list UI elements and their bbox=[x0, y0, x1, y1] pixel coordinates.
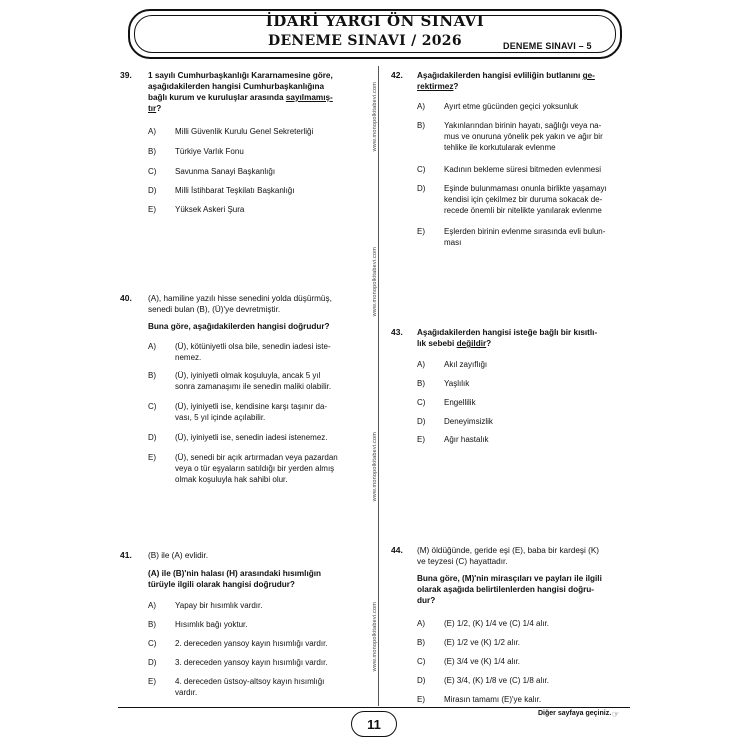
option-line: sonra zamanaşımı ile senedin maliki olabilir. bbox=[175, 382, 332, 391]
watermark: www.monopolkitabevi.com bbox=[372, 432, 378, 502]
option-text: Hısımlık bağı yoktur. bbox=[175, 620, 248, 629]
intro-line: senedi bulan (B), (Ü)'ye devretmiştir. bbox=[148, 305, 281, 314]
option-text: Milli İstihbarat Teşkilatı Başkanlığı bbox=[175, 186, 295, 195]
stem-emphasis: rektirmez bbox=[417, 82, 454, 91]
option-text: Engellilik bbox=[444, 398, 476, 407]
option-line: (Ü), iyiniyetli olmak koşuluyla, ancak 5 yıl bbox=[175, 371, 321, 380]
stem-emphasis: değildir bbox=[456, 339, 487, 348]
question-number: 43. bbox=[391, 327, 403, 337]
option-line: vası, 5 yıl içinde açılabilir. bbox=[175, 413, 266, 422]
question-number: 40. bbox=[120, 293, 132, 303]
stem-emphasis: ge- bbox=[582, 71, 595, 80]
option-text bbox=[175, 341, 331, 363]
option-text: 3. dereceden yansoy kayın hısımlığı vardır. bbox=[175, 658, 328, 667]
question-number: 42. bbox=[391, 70, 403, 80]
option-text: Milli Güvenlik Kurulu Genel Sekreterliği bbox=[175, 127, 314, 136]
option-label: A) bbox=[148, 127, 156, 136]
option-label: C) bbox=[417, 657, 426, 666]
option-label: D) bbox=[417, 676, 426, 685]
stem-line: Buna göre, (M)'nin mirasçıları ve payları ile ilgili bbox=[417, 574, 602, 583]
option-line: veya o tür eşyaların satıldığı bir yerden almış bbox=[175, 464, 335, 473]
question-intro: (B) ile (A) evlidir. bbox=[148, 551, 209, 560]
stem-line: 1 sayılı Cumhurbaşkanlığı Kararnamesine göre, bbox=[148, 71, 333, 80]
option-text: Mirasın tamamı (E)'ye kalır. bbox=[444, 695, 542, 704]
option-text: Ayırt etme gücünden geçici yoksunluk bbox=[444, 102, 579, 111]
stem-text: ? bbox=[453, 82, 459, 91]
option-line: vardır. bbox=[175, 688, 198, 697]
question-stem bbox=[417, 573, 631, 606]
stem-line: dur? bbox=[417, 596, 436, 605]
option-line: recede önemli bir nitelikte yanılarak evlenme bbox=[444, 206, 602, 215]
stem-line bbox=[417, 338, 631, 349]
stem-line bbox=[417, 70, 631, 81]
option-label: A) bbox=[417, 619, 425, 628]
exam-subtitle: DENEME SINAVI / 2026 bbox=[268, 33, 462, 49]
stem-line: (A) ile (B)'nin halası (H) arasındaki hısımlığın bbox=[148, 569, 322, 578]
option-label: D) bbox=[148, 658, 157, 667]
stem-line bbox=[417, 81, 631, 92]
stem-emphasis: tır bbox=[148, 104, 157, 113]
stem-text: ? bbox=[486, 339, 492, 348]
option-label: D) bbox=[148, 186, 157, 195]
option-label: E) bbox=[148, 205, 156, 214]
watermark: www.monopolkitabevi.com bbox=[372, 247, 378, 317]
option-line: (Ü), iyiniyetli ise, senedin iadesi istenemez. bbox=[175, 433, 328, 442]
option-text: Yapay bir hısımlık vardır. bbox=[175, 601, 263, 610]
exam-title: İDARİ YARGI ÖN SINAVI bbox=[265, 12, 485, 30]
page-number: 11 bbox=[367, 716, 381, 732]
option-text: (E) 3/4, (K) 1/8 ve (C) 1/8 alır. bbox=[444, 676, 549, 685]
next-page-note: Diğer sayfaya geçiniz. bbox=[538, 710, 612, 717]
option-label: E) bbox=[417, 435, 425, 444]
question-stem bbox=[417, 327, 631, 349]
stem-line bbox=[148, 92, 370, 103]
option-label: E) bbox=[417, 695, 425, 704]
watermark: www.monopolkitabevi.com bbox=[372, 82, 378, 152]
option-line: mus ve onuruna yönelik pek yakın ve ağır bir bbox=[444, 132, 603, 141]
option-text: (E) 1/2, (K) 1/4 ve (C) 1/4 alır. bbox=[444, 619, 549, 628]
option-line: Eşinde bulunmaması onunla birlikte yaşamayı bbox=[444, 184, 607, 193]
stem-line: aşağıdakilerden hangisi Cumhurbaşkanlığına bbox=[148, 82, 325, 91]
intro-line: (M) öldüğünde, geride eşi (E), baba bir kardeşi (K) bbox=[417, 546, 600, 555]
option-label: A) bbox=[417, 102, 425, 111]
option-line: 4. dereceden üstsoy-altsoy kayın hısımlığı bbox=[175, 677, 325, 686]
option-text bbox=[444, 183, 607, 216]
option-text: Savunma Sanayi Başkanlığı bbox=[175, 167, 276, 176]
option-line: tehlike ile korkutularak evlenme bbox=[444, 143, 556, 152]
option-line: (Ü), senedi bir açık artırmadan veya pazardan bbox=[175, 453, 338, 462]
question-number: 41. bbox=[120, 550, 132, 560]
option-line: olmak koşuluyla hak sahibi olur. bbox=[175, 475, 288, 484]
option-label: E) bbox=[148, 453, 156, 462]
option-text: (E) 1/2 ve (K) 1/2 alır. bbox=[444, 638, 521, 647]
stem-line: türüyle ilgili olarak hangisi doğrudur? bbox=[148, 580, 295, 589]
page-number-badge bbox=[351, 711, 397, 737]
intro-line: (A), hamiline yazılı hisse senedini yolda düşürmüş, bbox=[148, 294, 332, 303]
stem-emphasis: sayılmamış- bbox=[285, 93, 333, 102]
option-text bbox=[175, 676, 324, 698]
option-text: (E) 3/4 ve (K) 1/4 alır. bbox=[444, 657, 521, 666]
column-divider bbox=[378, 66, 379, 706]
option-text: Kadının bekleme süresi bitmeden evlenmesi bbox=[444, 165, 601, 174]
option-text: Türkiye Varlık Fonu bbox=[175, 147, 244, 156]
stem-text: ? bbox=[156, 104, 162, 113]
option-text: Yüksek Askeri Şura bbox=[175, 205, 245, 214]
option-label: B) bbox=[148, 620, 156, 629]
option-line: Eşlerden birinin evlenme sırasında evli bulun- bbox=[444, 227, 606, 236]
question-stem bbox=[148, 70, 370, 114]
stem-line: olarak aşağıda belirtilenlerden hangisi doğru- bbox=[417, 585, 594, 594]
option-label: C) bbox=[148, 167, 157, 176]
option-label: B) bbox=[417, 379, 425, 388]
option-text bbox=[175, 401, 327, 423]
question-stem bbox=[148, 568, 370, 590]
option-label: B) bbox=[417, 638, 425, 647]
option-text bbox=[444, 120, 603, 153]
option-label: D) bbox=[148, 433, 157, 442]
option-text bbox=[175, 432, 328, 443]
footer-rule bbox=[118, 707, 630, 708]
option-label: B) bbox=[148, 147, 156, 156]
option-label: A) bbox=[148, 601, 156, 610]
stem-text: Aşağıdakilerden hangisi evliliğin butlanını bbox=[417, 71, 583, 80]
option-text bbox=[175, 452, 338, 485]
option-label: C) bbox=[148, 639, 157, 648]
option-label: E) bbox=[148, 677, 156, 686]
stem-line bbox=[148, 103, 370, 114]
option-line: ması bbox=[444, 238, 462, 247]
option-label: A) bbox=[148, 342, 156, 351]
option-label: B) bbox=[148, 371, 156, 380]
option-line: (Ü), iyiniyetli ise, kendisine karşı taşınır da- bbox=[175, 402, 328, 411]
option-label: A) bbox=[417, 360, 425, 369]
option-line: (Ü), kötüniyetli olsa bile, senedin iadesi iste- bbox=[175, 342, 331, 351]
option-label: E) bbox=[417, 227, 425, 236]
option-label: C) bbox=[148, 402, 157, 411]
option-text: Yaşlılık bbox=[444, 379, 470, 388]
option-text: Deneyimsizlik bbox=[444, 417, 493, 426]
option-label: D) bbox=[417, 184, 426, 193]
option-line: kendisi için çekilmez bir duruma sokacak de- bbox=[444, 195, 603, 204]
option-label: C) bbox=[417, 398, 426, 407]
stem-line: Aşağıdakilerden hangisi isteğe bağlı bir kısıtlı- bbox=[417, 328, 598, 337]
pointing-hand-icon: ☞ bbox=[612, 710, 620, 719]
stem-text: lık sebebi bbox=[417, 339, 457, 348]
option-line: nemez. bbox=[175, 353, 202, 362]
question-number: 39. bbox=[120, 70, 132, 80]
option-label: C) bbox=[417, 165, 426, 174]
option-label: D) bbox=[417, 417, 426, 426]
question-stem bbox=[417, 70, 631, 92]
question-intro bbox=[148, 293, 370, 315]
option-text: Ağır hastalık bbox=[444, 435, 489, 444]
option-text: Akıl zayıflığı bbox=[444, 360, 488, 369]
watermark: www.monopolkitabevi.com bbox=[372, 602, 378, 672]
option-label: B) bbox=[417, 121, 425, 130]
question-stem: Buna göre, aşağıdakilerden hangisi doğrudur? bbox=[148, 322, 330, 331]
intro-line: ve teyzesi (C) hayattadır. bbox=[417, 557, 508, 566]
question-intro bbox=[417, 545, 631, 567]
option-line: Yakınlarından birinin hayatı, sağlığı veya na- bbox=[444, 121, 602, 130]
option-text bbox=[444, 226, 605, 248]
stem-text: bağlı kurum ve kuruluşlar arasında bbox=[148, 93, 286, 102]
exam-label: DENEME SINAVI – 5 bbox=[503, 41, 592, 51]
question-number: 44. bbox=[391, 545, 403, 555]
option-text: 2. dereceden yansoy kayın hısımlığı vardır. bbox=[175, 639, 328, 648]
option-text bbox=[175, 370, 331, 392]
